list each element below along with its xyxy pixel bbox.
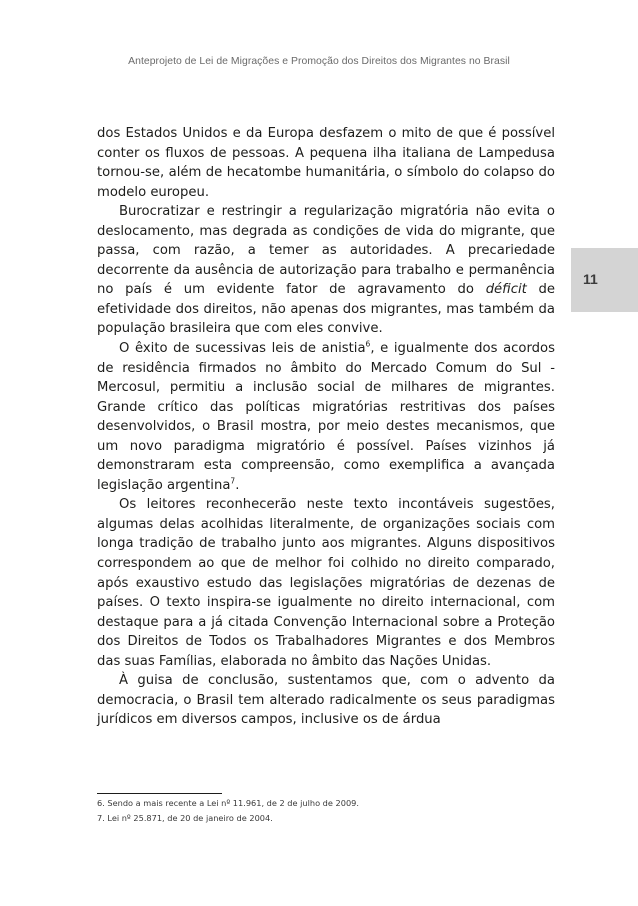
paragraph-1: dos Estados Unidos e da Europa desfazem o mito de que é possível conter os fluxos de pessoas. A pequena ilha italiana de Lampedusa tornou-se, além de hecatombe humanitária, o símbolo do colapso do modelo europeu. bbox=[97, 126, 555, 200]
paragraph-2-text-b: de efetividade dos direitos, não apenas dos migrantes, mas também da população brasileira que com eles convive. bbox=[97, 282, 555, 337]
page-number-tab bbox=[571, 248, 638, 312]
paragraph-5: À guisa de conclusão, sustentamos que, com o advento da democracia, o Brasil tem alterado radicalmente os seus paradigmas jurídicos em diversos campos, inclusive os de árdua bbox=[97, 673, 555, 728]
paragraph-3-text-a: O êxito de sucessivas leis de anistia bbox=[119, 341, 366, 357]
paragraph-2 bbox=[97, 202, 555, 339]
paragraph-3 bbox=[97, 339, 555, 495]
paragraph-2-text-a: Burocratizar e restringir a regularização migratória não evita o deslocamento, mas degrada as condições de vida do migrante, que passa, com razão, a temer as autoridades. A precariedade decorrente da ausência de autorização para trabalho e permanência no país é um evidente fator de agravamento do bbox=[97, 204, 555, 298]
footnote-6: 6. Sendo a mais recente a Lei nº 11.961, de 2 de julho de 2009. bbox=[97, 798, 359, 808]
body-text bbox=[97, 124, 555, 730]
footnote-divider bbox=[97, 793, 222, 794]
paragraph-4: Os leitores reconhecerão neste texto incontáveis sugestões, algumas delas acolhidas literalmente, de organizações sociais com longa tradição de trabalho junto aos migrantes. Alguns dispositivos correspondem ao que de melhor foi colhido no direito comparado, após exaustivo estudo das legislações migratórias de dezenas de países. O texto inspira-se igualmente no direito internacional, com destaque para a já citada Convenção Internacional sobre a Proteção dos Direitos de Todos os Trabalhadores Migrantes e dos Membros das suas Famílias, elaborada no âmbito das Nações Unidas. bbox=[97, 497, 555, 669]
running-header: Anteprojeto de Lei de Migrações e Promoção dos Direitos dos Migrantes no Brasil bbox=[128, 56, 510, 67]
page-number: 11 bbox=[583, 271, 598, 287]
italic-term-deficit: déficit bbox=[485, 282, 527, 298]
paragraph-3-text-c: . bbox=[235, 477, 240, 493]
paragraph-3-text-b: , e igualmente dos acordos de residência firmados no âmbito do Mercado Comum do Sul - Mercosul, permitiu a inclusão social de milhares de migrantes. Grande crítico das políticas migratórias restritivas dos países desenvolvidos, o Brasil mostra, por meio destes mecanismos, que um novo paradigma migratório é possível. Países vizinhos já demonstraram esta compreensão, como exemplifica a avançada legislação argentina bbox=[97, 341, 555, 493]
footnotes bbox=[97, 796, 555, 825]
footnote-7: 7. Lei nº 25.871, de 20 de janeiro de 2004. bbox=[97, 812, 273, 823]
footnote-ref-6[interactable]: 6 bbox=[365, 339, 371, 349]
footnote-ref-7[interactable]: 7 bbox=[230, 476, 236, 486]
